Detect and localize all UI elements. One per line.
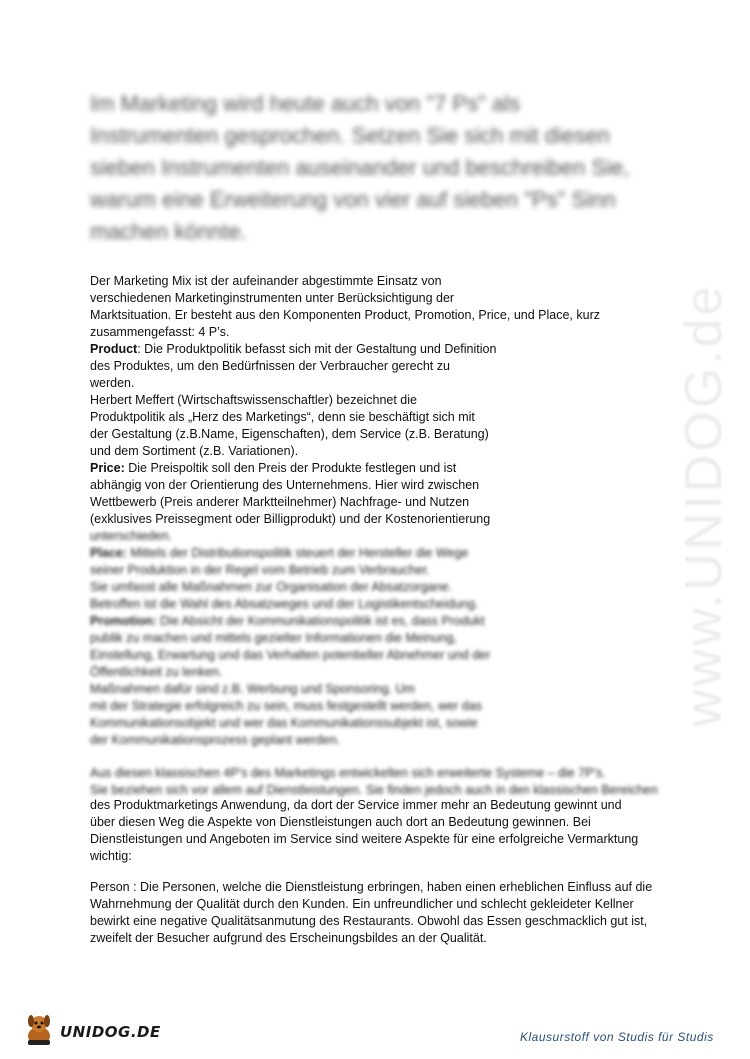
price-label: Price: bbox=[90, 461, 125, 475]
text-line: der Kommunikationsprozess geplant werden. bbox=[90, 733, 341, 747]
place-label: Place: bbox=[90, 546, 127, 560]
text-line: Kommunikationsobjekt und wer das Kommunikationssubjekt ist, sowie bbox=[90, 716, 478, 730]
answer-clear-section bbox=[90, 273, 600, 528]
answer-blurred-section-2 bbox=[90, 765, 658, 799]
heading-line: sieben Instrumenten auseinander und beschreiben Sie, bbox=[90, 155, 630, 180]
text-line: publik zu machen und mittels gezielter Informationen die Meinung, bbox=[90, 631, 457, 645]
text-fragment: Mittels der Distributionspolitik steuert der Hersteller die Wege bbox=[126, 546, 469, 560]
text-line: über diesen Weg die Aspekte von Dienstleistungen auch dort an Bedeutung gewinnen. Bei bbox=[90, 815, 591, 829]
text-fragment: Die Absicht der Kommunikationspolitik ist es, dass Produkt bbox=[156, 614, 485, 628]
text-fragment: Die Preispoltik soll den Preis der Produkte festlegen und ist bbox=[124, 461, 457, 475]
question-heading bbox=[90, 88, 670, 248]
watermark: www.UNIDOG.de bbox=[675, 283, 733, 727]
unidog-logo[interactable] bbox=[22, 1012, 161, 1052]
person-paragraph bbox=[90, 879, 652, 947]
text-line: Herbert Meffert (Wirtschaftswissenschaftler) bezeichnet die bbox=[90, 393, 417, 407]
logo-text: UNIDOG.DE bbox=[60, 1023, 161, 1041]
heading-line: machen könnte. bbox=[90, 219, 247, 244]
text-line: Wettbewerb (Preis anderer Marktteilnehmer) Nachfrage- und Nutzen bbox=[90, 495, 470, 509]
text-line: Dienstleistungen und Angeboten im Service sind weitere Aspekte für eine erfolgreiche Vermarktung bbox=[90, 832, 639, 846]
price-paragraph-start bbox=[90, 460, 600, 477]
text-line: Wahrnehmung der Qualität durch den Kunden. Ein unfreundlicher und schlecht gekleideter Kellner bbox=[90, 897, 634, 911]
text-line: Produktpolitik als „Herz des Marketings“, denn sie beschäftigt sich mit bbox=[90, 410, 475, 424]
dog-mascot-icon bbox=[22, 1012, 56, 1053]
text-line: Maßnahmen dafür sind z.B. Werbung und Sponsoring. Um bbox=[90, 682, 415, 696]
text-line: des Produktes, um den Bedürfnissen der Verbraucher gerecht zu bbox=[90, 359, 450, 373]
text-line: Öffentlichkeit zu lenken. bbox=[90, 665, 223, 679]
text-line: zweifelt der Besucher aufgrund des Erscheinungsbildes an der Qualität. bbox=[90, 931, 487, 945]
text-line: bewirkt eine negative Qualitätsanmutung des Restaurants. Obwohl das Essen geschmacklich gut ist, bbox=[90, 914, 648, 928]
text-line: abhängig von der Orientierung des Unternehmens. Hier wird zwischen bbox=[90, 478, 480, 492]
text-line: mit der Strategie erfolgreich zu sein, muss festgestellt werden, wer das bbox=[90, 699, 482, 713]
text-line: und dem Sortiment (z.B. Variationen). bbox=[90, 444, 299, 458]
text-line: Person : Die Personen, welche die Dienstleistung erbringen, haben einen erheblichen Einfluss auf die bbox=[90, 880, 653, 894]
text-line: der Gestaltung (z.B.Name, Eigenschaften), dem Service (z.B. Beratung) bbox=[90, 427, 489, 441]
heading-line: Instrumenten gesprochen. Setzen Sie sich mit diesen bbox=[90, 123, 610, 148]
answer-clear-section-2 bbox=[90, 797, 638, 865]
text-line: seiner Produktion in der Regel vom Betrieb zum Verbraucher. bbox=[90, 563, 430, 577]
text-line: Sie beziehen sich vor allem auf Dienstleistungen. Sie finden jedoch auch in den klassischen Bereichen bbox=[90, 783, 658, 797]
text-line: verschiedenen Marketinginstrumenten unter Berücksichtigung der bbox=[90, 291, 455, 305]
text-line: werden. bbox=[90, 376, 135, 390]
place-paragraph-start bbox=[90, 545, 490, 562]
heading-line: warum eine Erweiterung von vier auf sieben "Ps" Sinn bbox=[90, 187, 616, 212]
promotion-label: Promotion: bbox=[90, 614, 157, 628]
heading-line: Im Marketing wird heute auch von "7 Ps" als bbox=[90, 91, 521, 116]
text-line: Aus diesen klassischen 4P’s des Marketings entwickelten sich erweiterte Systeme – die 7P’s. bbox=[90, 766, 606, 780]
answer-blurred-section bbox=[90, 528, 490, 749]
text-line: (exklusives Preissegment oder Billigprodukt) und der Kostenorientierung bbox=[90, 512, 491, 526]
text-line: Marktsituation. Er besteht aus den Komponenten Product, Promotion, Price, und Place, kurz bbox=[90, 308, 600, 322]
text-fragment: : Die Produktpolitik befasst sich mit der Gestaltung und Definition bbox=[137, 342, 497, 356]
text-line: Der Marketing Mix ist der aufeinander abgestimmte Einsatz von bbox=[90, 274, 442, 288]
text-line: des Produktmarketings Anwendung, da dort der Service immer mehr an Bedeutung gewinnt und bbox=[90, 798, 622, 812]
text-line: Sie umfasst alle Maßnahmen zur Organisation der Absatzorgane. bbox=[90, 580, 452, 594]
promotion-paragraph-start bbox=[90, 613, 490, 630]
text-line: wichtig: bbox=[90, 849, 132, 863]
text-line: Einstellung, Erwartung und das Verhalten potentieller Abnehmer und der bbox=[90, 648, 491, 662]
footer-tagline: Klausurstoff von Studis für Studis bbox=[520, 1030, 714, 1044]
text-line: zusammengefasst: 4 P’s. bbox=[90, 325, 230, 339]
text-line: Betroffen ist die Wahl des Absatzweges und der Logistikentscheidung. bbox=[90, 597, 479, 611]
product-label: Product bbox=[90, 342, 138, 356]
text-line: unterschieden. bbox=[90, 529, 173, 543]
product-paragraph-start bbox=[90, 341, 600, 358]
